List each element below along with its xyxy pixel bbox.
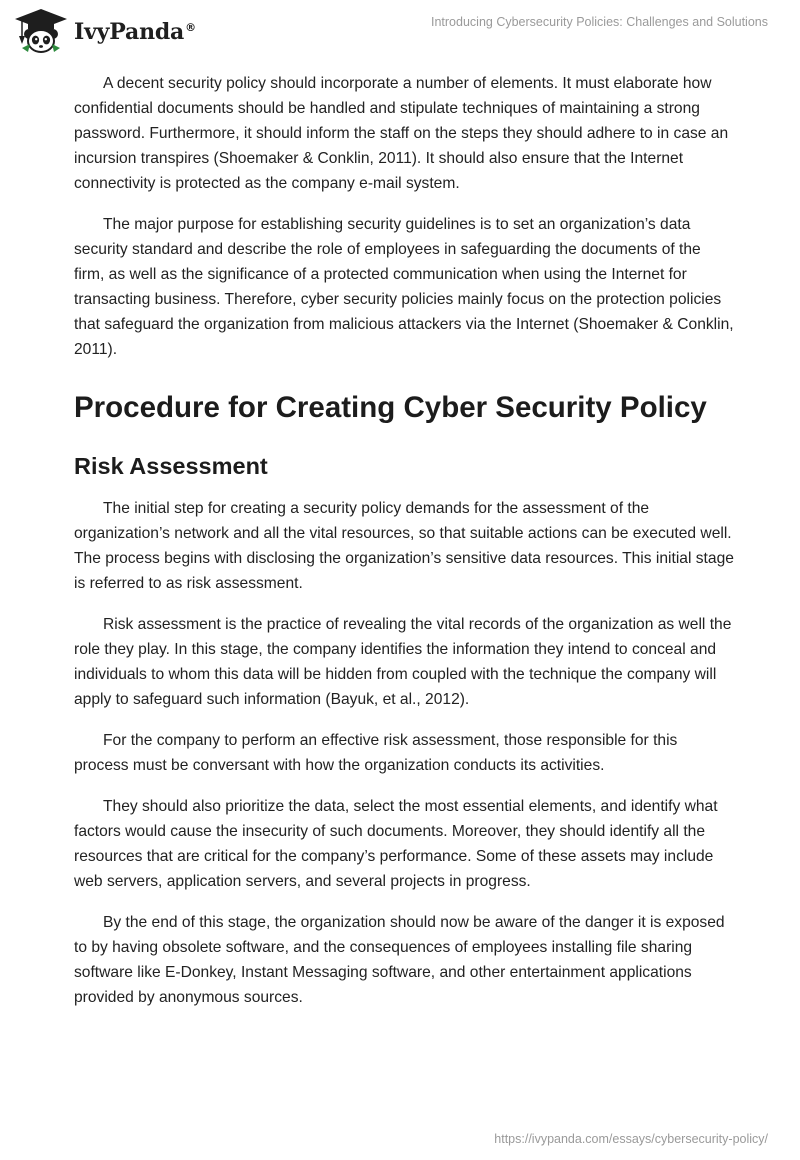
paragraph-risk-4: They should also prioritize the data, select the most essential elements, and identify what factors would cause the insecurity of such documents. Moreover, they should identify all the resources that are critical for the company’s performance. Some of these assets may include web servers, application servers, and several projects in progress. [74,798,718,890]
ivypanda-logo[interactable] [14,8,196,54]
paragraph-risk-5: By the end of this stage, the organization should now be aware of the danger it is exposed to by having obsolete software, and the consequences of employees installing file sharing software like E-Donkey, Instant Messaging software, and other entertainment applications provided by anonymous sources. [74,914,725,1006]
paragraph-risk-1: The initial step for creating a security policy demands for the assessment of the organization’s network and all the vital resources, so that suitable actions can be executed well. The process begins with disclosing the organization’s sensitive data resources. This initial stage is referred to as risk assessment. [74,500,734,592]
panda-graduate-icon [14,8,68,54]
paragraph-risk-3: For the company to perform an effective risk assessment, those responsible for this process must be conversant with how the organization conducts its activities. [74,732,678,774]
source-url[interactable]: https://ivypanda.com/essays/cybersecurity-policy/ [494,1132,768,1146]
subsection-heading: Risk Assessment [74,453,268,479]
registered-mark: ® [185,20,196,34]
document-title: Introducing Cybersecurity Policies: Challenges and Solutions [431,15,768,29]
logo-wordmark: IvyPanda® [74,19,196,45]
paragraph-intro-2: The major purpose for establishing security guidelines is to set an organization’s data security standard and describe the role of employees in safeguarding the documents of the firm, as well as the significance of a protected communication when using the Internet for transacting business. Therefore, cyber security policies mainly focus on the protection policies that safeguard the organization from malicious attackers via the Internet (Shoemaker & Conklin, 2011). [74,216,734,358]
paragraph-risk-2: Risk assessment is the practice of revealing the vital records of the organization as well the role they play. In this stage, the company identifies the information they intend to conceal and individuals to whom this data will be hidden from coupled with the technique the company will apply to safeguard such information (Bayuk, et al., 2012). [74,616,732,708]
paragraph-intro-1: A decent security policy should incorporate a number of elements. It must elaborate how confidential documents should be handled and stipulate techniques of maintaining a strong password. Furthermore, it should inform the staff on the steps they should adhere to in case an incursion transpires (Shoemaker & Conklin, 2011). It should also ensure that the Internet connectivity is protected as the company e-mail system. [74,75,729,192]
article-body [74,71,734,1026]
page-header [0,0,800,64]
section-heading: Procedure for Creating Cyber Security Policy [74,391,707,424]
